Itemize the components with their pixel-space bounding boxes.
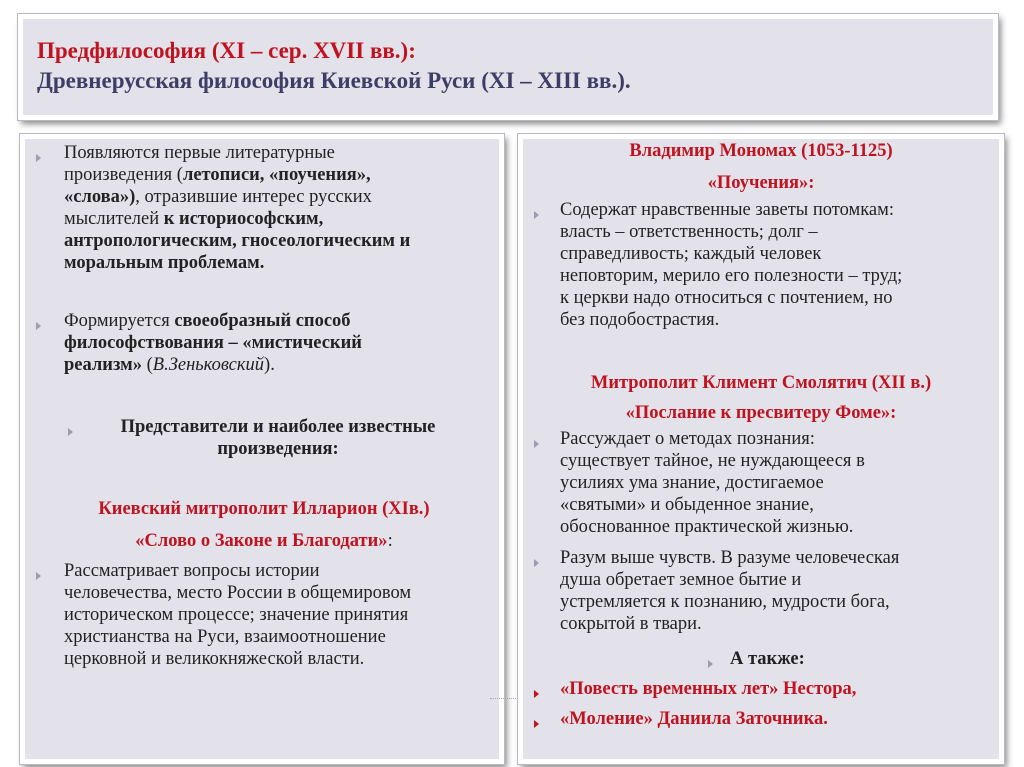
- text-line: Представители и наиболее известные: [120, 417, 436, 437]
- text: ).: [264, 355, 275, 375]
- bullet-arrow-icon: [534, 559, 539, 567]
- work-illarion: [34, 530, 494, 552]
- text-line: устремляется к познанию, мудрости бога,: [560, 592, 890, 612]
- text-line: христианства на Руси, взаимоотношение: [64, 627, 386, 647]
- text: произведения (: [64, 165, 183, 185]
- text-line: произведения:: [217, 439, 339, 459]
- text: (: [141, 355, 153, 375]
- text-line: к церкви надо относиться с почтением, но: [560, 288, 893, 308]
- text-line: обоснованное практической жизнью.: [560, 517, 854, 537]
- title-line-2: Древнерусская философия Киевской Руси (XI – XIII вв.).: [37, 68, 631, 93]
- right-bullet-5: «Моление» Даниила Заточника.: [560, 709, 828, 729]
- text-line: неповторим, мерило его полезности – труд;: [560, 266, 903, 286]
- work-title: «Слово о Законе и Благодати»: [135, 531, 388, 551]
- text-italic: В.Зеньковский: [152, 355, 265, 375]
- left-bullet-1: [64, 142, 410, 274]
- text: :: [387, 531, 393, 551]
- left-bullet-2: [64, 310, 362, 376]
- text-bold: своеобразный способ: [174, 311, 351, 331]
- bullet-arrow-icon: [36, 154, 41, 162]
- text: мыслителей: [64, 209, 164, 229]
- text-line: существует тайное, не нуждающееся в: [560, 451, 865, 471]
- right-bullet-2: [560, 428, 865, 538]
- text-line: Разум выше чувств. В разуме человеческая: [560, 548, 900, 568]
- right-bullet-3: [560, 547, 899, 635]
- text-line: власть – ответственность; долг –: [560, 222, 818, 242]
- text-bold: «слова»): [64, 187, 136, 207]
- author-monomakh: Владимир Мономах (1053-1125): [629, 141, 893, 161]
- representatives-heading: [78, 416, 478, 460]
- work-kliment: «Послание к пресвитеру Фоме»:: [625, 403, 897, 423]
- author-kliment: Митрополит Климент Смолятич (XII в.): [590, 373, 932, 393]
- right-bullet-4: «Повесть временных лет» Нестора,: [560, 679, 857, 699]
- right-bullet-1: [560, 199, 902, 331]
- title-box: [18, 14, 998, 120]
- bullet-arrow-icon: [534, 211, 539, 219]
- bullet-arrow-icon: [708, 660, 713, 668]
- text-line: историческом процессе; значение принятия: [64, 605, 409, 625]
- text-line: «святыми» и обыденное знание,: [560, 495, 814, 515]
- author-illarion: Киевский митрополит Илларион (XIв.): [98, 499, 430, 519]
- title-line-1: Предфилософия (XI – сер. XVII вв.):: [37, 38, 416, 63]
- text-bold: реализм»: [64, 355, 142, 375]
- text: , отразившие интерес русских: [135, 187, 372, 207]
- text-line: Появляются первые литературные: [64, 143, 335, 163]
- text-line: справедливость; каждый человек: [560, 244, 822, 264]
- text-line: Рассматривает вопросы истории: [64, 561, 320, 581]
- bullet-arrow-icon: [36, 572, 41, 580]
- text-line: человечества, место России в общемировом: [64, 583, 412, 603]
- text-bold: антропологическим, гносеологическим и: [64, 231, 411, 251]
- bullet-arrow-icon: [534, 440, 539, 448]
- left-bullet-3: [64, 560, 411, 670]
- bullet-arrow-icon: [534, 720, 539, 728]
- text-line: сокрытой в твари.: [560, 614, 702, 634]
- text-line: Содержат нравственные заветы потомкам:: [560, 200, 894, 220]
- text-bold: летописи, «поучения»,: [182, 165, 371, 185]
- text-line: душа обретает земное бытие и: [560, 570, 802, 590]
- bullet-arrow-icon: [68, 428, 73, 436]
- work-monomakh: «Поучения»:: [707, 173, 815, 193]
- text: Формируется: [64, 311, 175, 331]
- text-line: церковной и великокняжеской власти.: [64, 649, 365, 669]
- text-line: Рассуждает о методах познания:: [560, 429, 815, 449]
- text-bold: моральным проблемам.: [64, 253, 265, 273]
- text-line: без подобострастия.: [560, 310, 720, 330]
- also-heading: А также:: [730, 649, 805, 669]
- text-bold: к историософским,: [163, 209, 324, 229]
- text-line: усилиях ума знание, достигаемое: [560, 473, 824, 493]
- text-bold: философствования – «мистический: [64, 333, 362, 353]
- bullet-arrow-icon: [36, 322, 41, 330]
- bullet-arrow-icon: [534, 690, 539, 698]
